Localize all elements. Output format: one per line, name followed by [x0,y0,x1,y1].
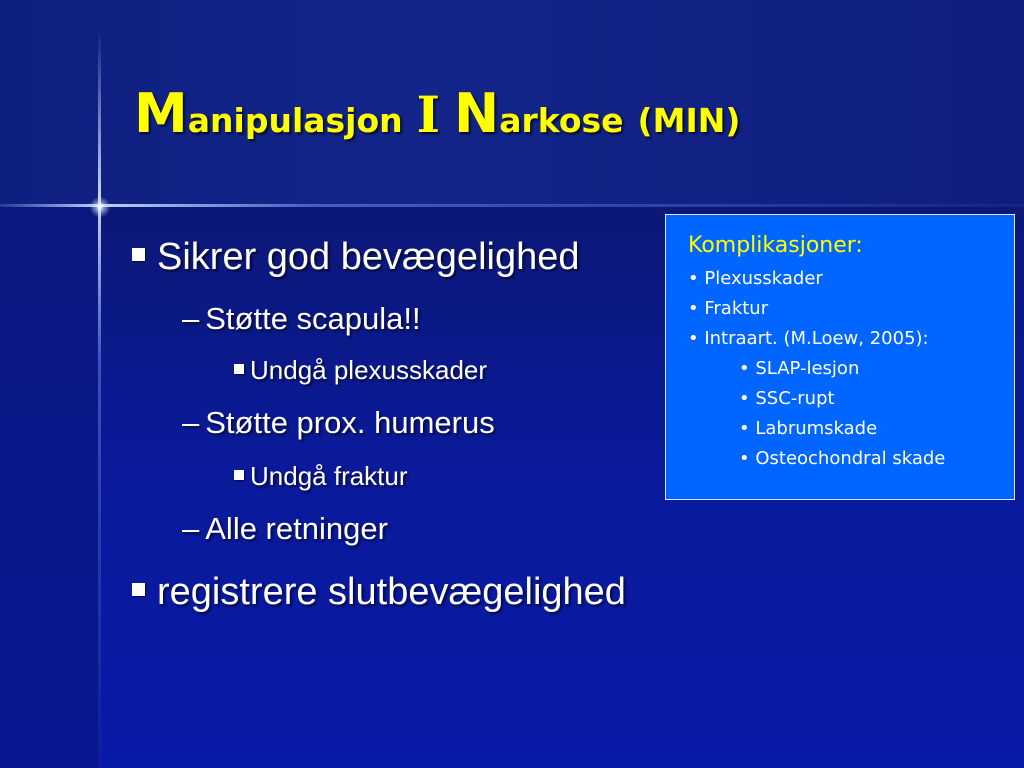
title-word-narkose: arkose [499,101,624,140]
title-word-manipulasjon: anipulasjon [187,101,403,140]
complication-subitem: • Osteochondral skade [739,448,946,469]
dash-marker: – [182,511,200,546]
left-strip [0,205,100,768]
dash-marker: – [182,405,200,440]
square-bullet-icon [234,470,244,480]
light-flare [90,197,110,217]
subbullet-text: Støtte prox. humerus [205,405,495,440]
subbullet-text: Alle retninger [205,511,388,546]
subsubbullet-text: Undgå plexusskader [250,355,488,385]
subbullet-retninger [182,511,388,547]
complications-box [665,214,1015,500]
slide-title [134,82,740,145]
complication-item: • Intraart. (M.Loew, 2005): [688,328,929,349]
dash-marker: – [182,301,200,336]
complication-item: • Fraktur [688,298,769,319]
title-suffix: (MIN) [637,101,741,140]
square-bullet-icon [234,364,244,374]
complication-subitem: • Labrumskade [739,418,878,439]
bullet-text: Sikrer god bevægelighed [157,236,580,278]
complication-subitem: • SSC-rupt [739,388,835,409]
square-bullet-icon [132,248,145,261]
square-bullet-icon [132,583,145,596]
title-initial-m: M [134,82,188,145]
subsubbullet-text: Undgå fraktur [250,461,408,491]
bullet-text: registrere slutbevægelighed [157,571,626,613]
bullet-registrere [132,571,626,614]
subsubbullet-plexus [234,355,487,386]
subbullet-humerus [182,405,495,441]
title-initial-i: I [416,85,441,144]
complication-subitem: • SLAP-lesjon [739,358,860,379]
bullet-sikrer [132,236,580,279]
subbullet-text: Støtte scapula!! [205,301,421,336]
complications-heading: Komplikasjoner: [688,233,863,258]
complication-item: • Plexusskader [688,268,823,289]
subsubbullet-fraktur [234,461,408,492]
horizontal-light-line [0,204,1024,207]
vertical-light-line [98,30,101,768]
subbullet-scapula [182,301,421,337]
title-initial-n: N [454,82,500,145]
